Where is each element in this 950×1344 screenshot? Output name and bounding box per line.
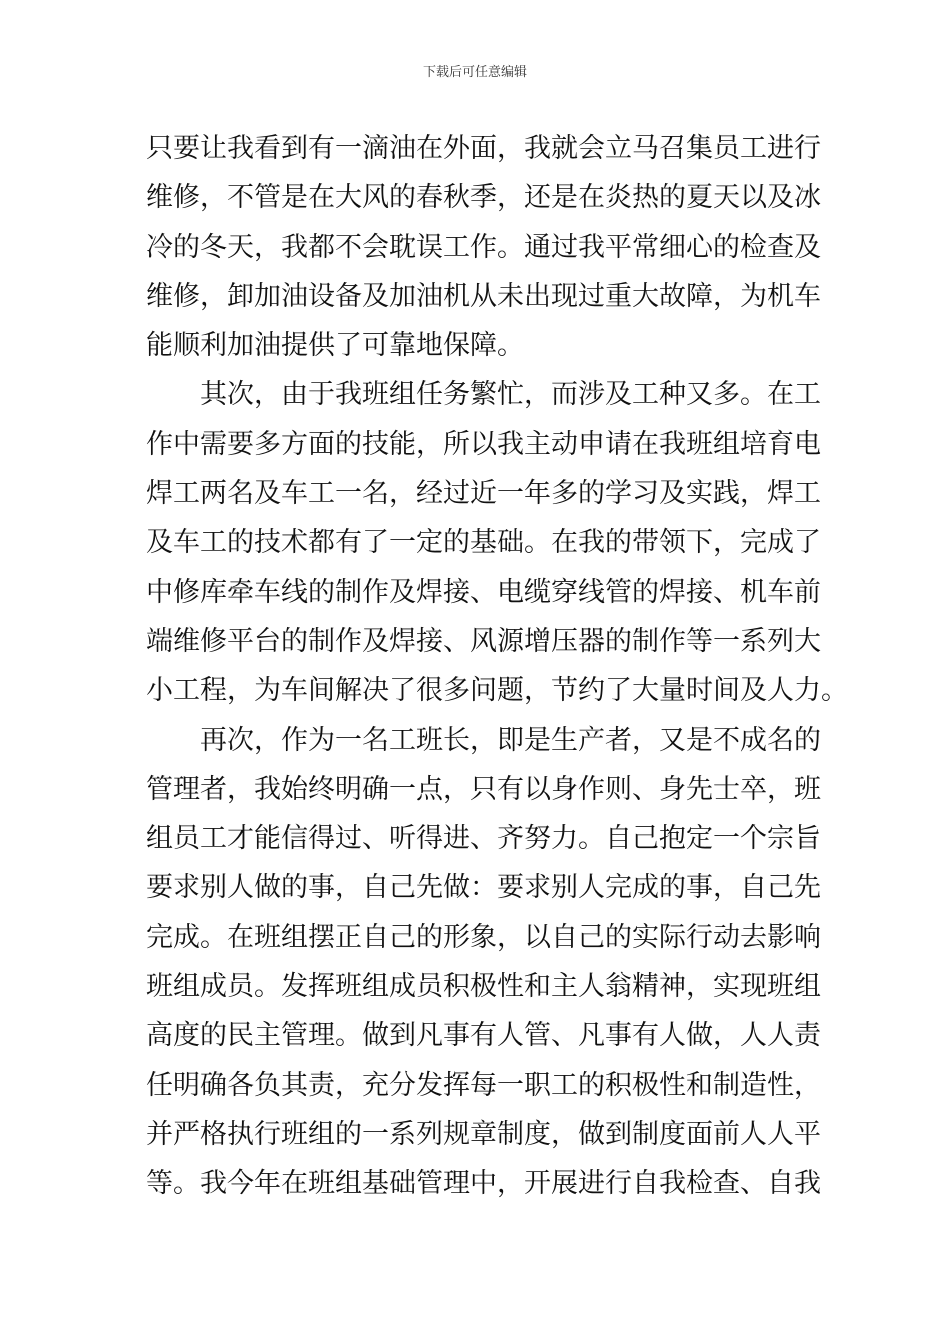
text-line: 焊工两名及车工一名，经过近一年多的学习及实践，焊工 (146, 478, 821, 510)
text-line: 高度的民主管理。做到凡事有人管、凡事有人做，人人责 (146, 1020, 821, 1052)
text-line: 组员工才能信得过、听得进、齐努力。自己抱定一个宗旨 (146, 823, 821, 855)
text-line: 作中需要多方面的技能，所以我主动申请在我班组培育电 (146, 428, 821, 460)
text-line: 等。我今年在班组基础管理中，开展进行自我检查、自我 (146, 1168, 821, 1200)
text-line: 管理者，我始终明确一点，只有以身作则、身先士卒，班 (146, 773, 821, 805)
text-line: 完成。在班组摆正自己的形象，以自己的实际行动去影响 (146, 921, 821, 953)
text-line: 能顺利加油提供了可靠地保障。 (146, 330, 524, 362)
text-line: 维修，卸加油设备及加油机从未出现过重大故障，为机车 (146, 280, 821, 312)
text-line: 冷的冬天，我都不会耽误工作。通过我平常细心的检查及 (146, 231, 821, 263)
text-line: 并严格执行班组的一系列规章制度，做到制度面前人人平 (146, 1118, 821, 1150)
text-line: 要求别人做的事，自己先做：要求别人完成的事，自己先 (146, 872, 821, 904)
text-line: 只要让我看到有一滴油在外面，我就会立马召集员工进行 (146, 133, 821, 164)
text-line: 中修库牵车线的制作及焊接、电缆穿线管的焊接、机车前 (146, 576, 821, 608)
text-line: 端维修平台的制作及焊接、风源增压器的制作等一系列大 (146, 625, 821, 657)
document-body (146, 124, 848, 1209)
page-header: 下载后可任意编辑 (422, 65, 527, 80)
text-line: 班组成员。发挥班组成员积极性和主人翁精神，实现班组 (146, 971, 821, 1003)
text-line: 其次，由于我班组任务繁忙，而涉及工种又多。在工 (200, 379, 821, 411)
text-line: 小工程，为车间解决了很多问题，节约了大量时间及人力。 (146, 675, 848, 707)
text-line: 维修，不管是在大风的春秋季，还是在炎热的夏天以及冰 (146, 182, 821, 214)
text-line: 再次，作为一名工班长，即是生产者，又是不成名的 (200, 724, 821, 756)
text-line: 及车工的技术都有了一定的基础。在我的带领下，完成了 (146, 527, 821, 559)
text-line: 任明确各负其责，充分发挥每一职工的积极性和制造性， (146, 1069, 821, 1101)
